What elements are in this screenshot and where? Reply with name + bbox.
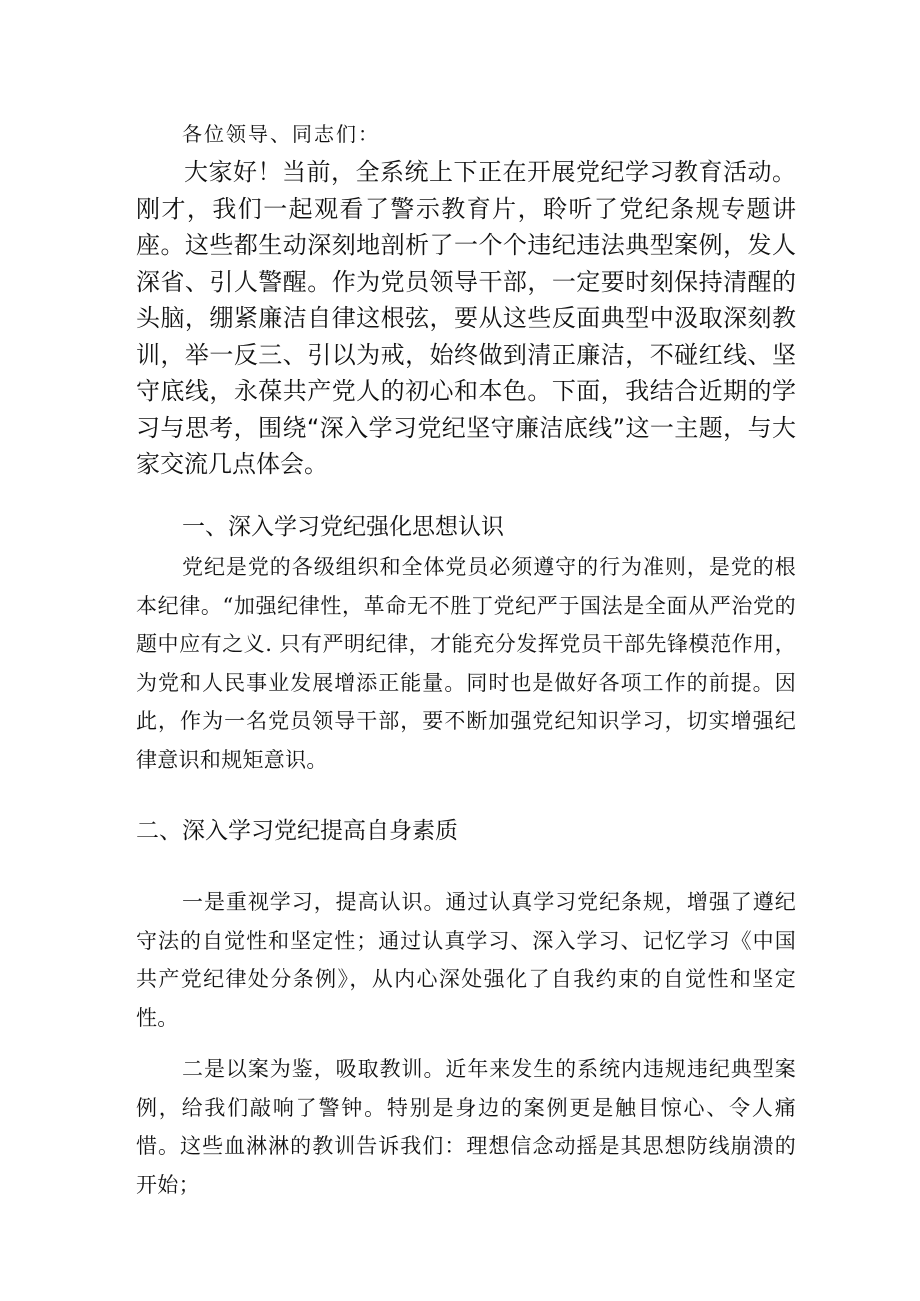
section-2-paragraph-2: 二是以案为鉴，吸取教训。近年来发生的系统内违规违纪典型案例，给我们敲响了警钟。特别是身边的案例更是触目惊心、令人痛惜。这些血淋淋的教训告诉我们：理想信念动摇是其思想防线崩溃的开始； xyxy=(136,1057,796,1197)
section-1-paragraph: 党纪是党的各级组织和全体党员必须遵守的行为准则，是党的根本纪律。“加强纪律性，革命无不胜丁党纪严于国法是全面从严治党的题中应有之义. 只有严明纪律，才能充分发挥党员干部先锋模范作用，为党和人民事业发展增添正能量。同时也是做好各项工作的前提。因此，作为一名党员领导干部，要不断加强党纪知识学习，切实增强纪律意识和规矩意识。 xyxy=(136,555,796,772)
section-2-paragraph-1: 一是重视学习，提高认识。通过认真学习党纪条规，增强了遵纪守法的自觉性和坚定性；通过认真学习、深入学习、记忆学习《中国共产党纪律处分条例》，从内心深处强化了自我约束的自觉性和坚定性。 xyxy=(136,890,796,1030)
section-heading-1: 一、深入学习党纪强化思想认识 xyxy=(182,514,504,540)
salutation: 各位领导、同志们： xyxy=(182,122,380,146)
section-heading-2: 二、深入学习党纪提高自身素质 xyxy=(136,818,458,844)
intro-paragraph: 大家好！当前，全系统上下正在开展党纪学习教育活动。刚才，我们一起观看了警示教育片，聆听了党纪条规专题讲座。这些都生动深刻地剖析了一个个违纪违法典型案例，发人深省、引人警醒。作为党员领导干部，一定要时刻保持清醒的头脑，绷紧廉洁自律这根弦，要从这些反面典型中汲取深刻教训，举一反三、引以为戒，始终做到清正廉洁，不碰红线、坚守底线，永葆共产党人的初心和本色。下面，我结合近期的学习与思考，围绕“深入学习党纪坚守廉洁底线”这一主题，与大家交流几点体会。 xyxy=(136,158,796,478)
